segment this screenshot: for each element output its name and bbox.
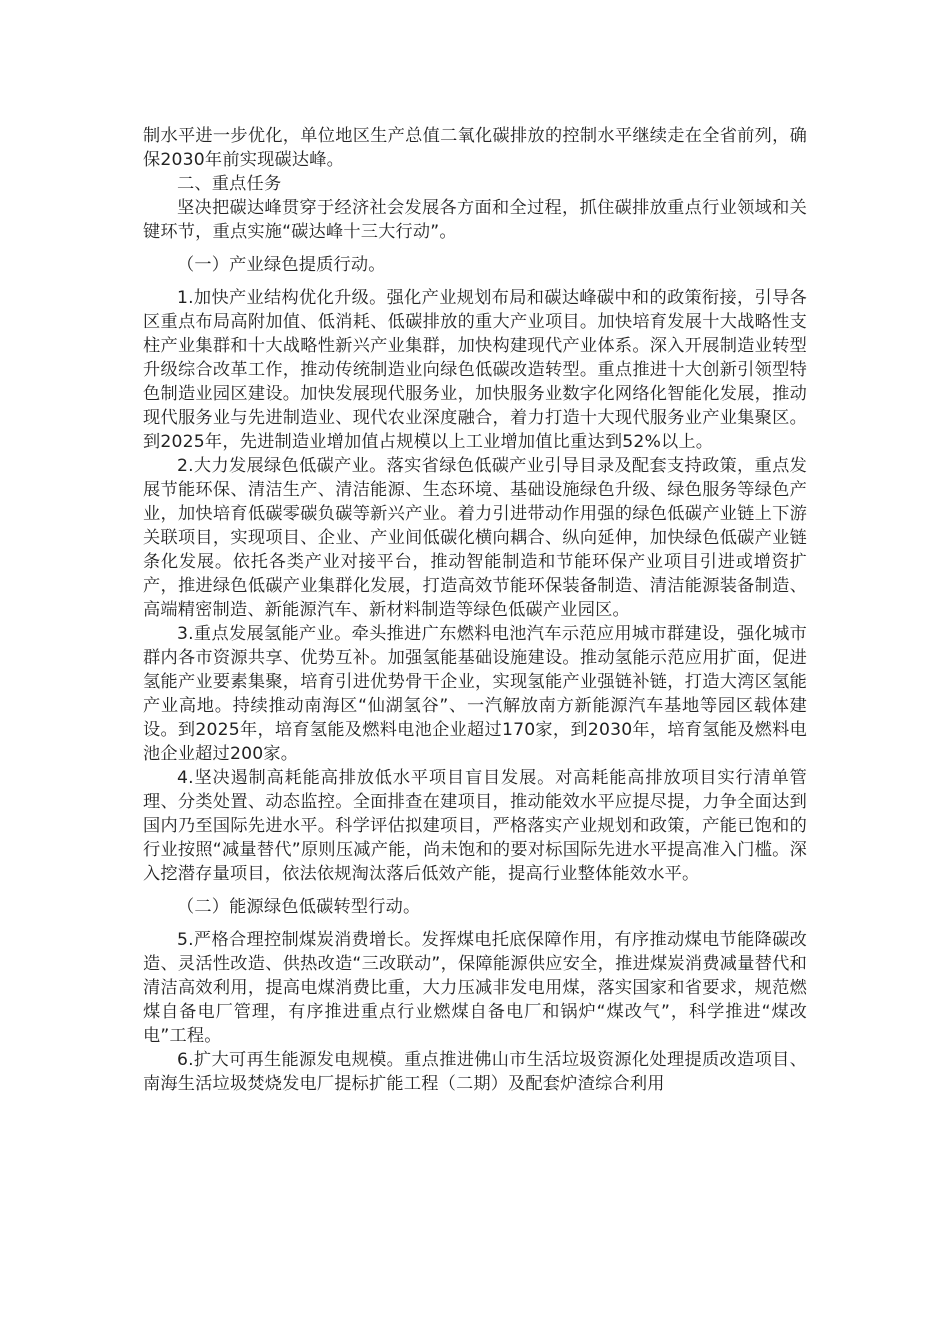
document-body: [143, 124, 807, 1096]
action-heading-industry: （一）产业绿色提质行动。: [177, 255, 386, 275]
paragraph-item-5: 5.严格合理控制煤炭消费增长。发挥煤电托底保障作用，有序推动煤电节能降碳改造、灵活性改造、供热改造“三改联动”，保障能源供应安全，推进煤炭消费减量替代和清洁高效利用，提高电煤消费比重，大力压减非发电用煤，落实国家和省要求，规范燃煤自备电厂管理，有序推进重点行业燃煤自备电厂和锅炉“煤改气”，科学推进“煤改电”工程。: [143, 930, 807, 1046]
section-heading-key-tasks: 二、重点任务: [177, 174, 282, 194]
paragraph-item-3: 3.重点发展氢能产业。牵头推进广东燃料电池汽车示范应用城市群建设，强化城市群内各市资源共享、优势互补。加强氢能基础设施建设。推动氢能示范应用扩面，促进氢能产业要素集聚，培育引进优势骨干企业，实现氢能产业强链补链，打造大湾区氢能产业高地。持续推动南海区“仙湖氢谷”、一汽解放南方新能源汽车基地等园区载体建设。到2025年，培育氢能及燃料电池企业超过170家，到2030年，培育氢能及燃料电池企业超过200家。: [143, 624, 807, 764]
paragraph-item-4: 4.坚决遏制高耗能高排放低水平项目盲目发展。对高耗能高排放项目实行清单管理、分类处置、动态监控。全面排查在建项目，推动能效水平应提尽提，力争全面达到国内乃至国际先进水平。科学评估拟建项目，严格落实产业规划和政策，产能已饱和的行业按照“减量替代”原则压减产能，尚未饱和的要对标国际先进水平提高准入门槛。深入挖潜存量项目，依法依规淘汰落后低效产能，提高行业整体能效水平。: [143, 768, 807, 884]
paragraph-continuation: 制水平进一步优化，单位地区生产总值二氧化碳排放的控制水平继续走在全省前列，确保2030年前实现碳达峰。: [143, 126, 807, 170]
paragraph-intro: 坚决把碳达峰贯穿于经济社会发展各方面和全过程，抓住碳排放重点行业领域和关键环节，重点实施“碳达峰十三大行动”。: [143, 198, 807, 242]
action-heading-energy: （二）能源绿色低碳转型行动。: [177, 897, 421, 917]
paragraph-item-1: 1.加快产业结构优化升级。强化产业规划布局和碳达峰碳中和的政策衔接，引导各区重点布局高附加值、低消耗、低碳排放的重大产业项目。加快培育发展十大战略性支柱产业集群和十大战略性新兴产业集群，加快构建现代产业体系。深入开展制造业转型升级综合改革工作，推动传统制造业向绿色低碳改造转型。重点推进十大创新引领型特色制造业园区建设。加快发展现代服务业，加快服务业数字化网络化智能化发展，推动现代服务业与先进制造业、现代农业深度融合，着力打造十大现代服务业产业集聚区。到2025年，先进制造业增加值占规模以上工业增加值比重达到52%以上。: [143, 288, 807, 452]
paragraph-item-6: 6.扩大可再生能源发电规模。重点推进佛山市生活垃圾资源化处理提质改造项目、南海生活垃圾焚烧发电厂提标扩能工程（二期）及配套炉渣综合利用: [143, 1050, 807, 1094]
paragraph-item-2: 2.大力发展绿色低碳产业。落实省绿色低碳产业引导目录及配套支持政策，重点发展节能环保、清洁生产、清洁能源、生态环境、基础设施绿色升级、绿色服务等绿色产业，加快培育低碳零碳负碳等新兴产业。着力引进带动作用强的绿色低碳产业链上下游关联项目，实现项目、企业、产业间低碳化横向耦合、纵向延伸，加快绿色低碳产业链条化发展。依托各类产业对接平台，推动智能制造和节能环保产业项目引进或增资扩产，推进绿色低碳产业集群化发展，打造高效节能环保装备制造、清洁能源装备制造、高端精密制造、新能源汽车、新材料制造等绿色低碳产业园区。: [143, 456, 807, 620]
